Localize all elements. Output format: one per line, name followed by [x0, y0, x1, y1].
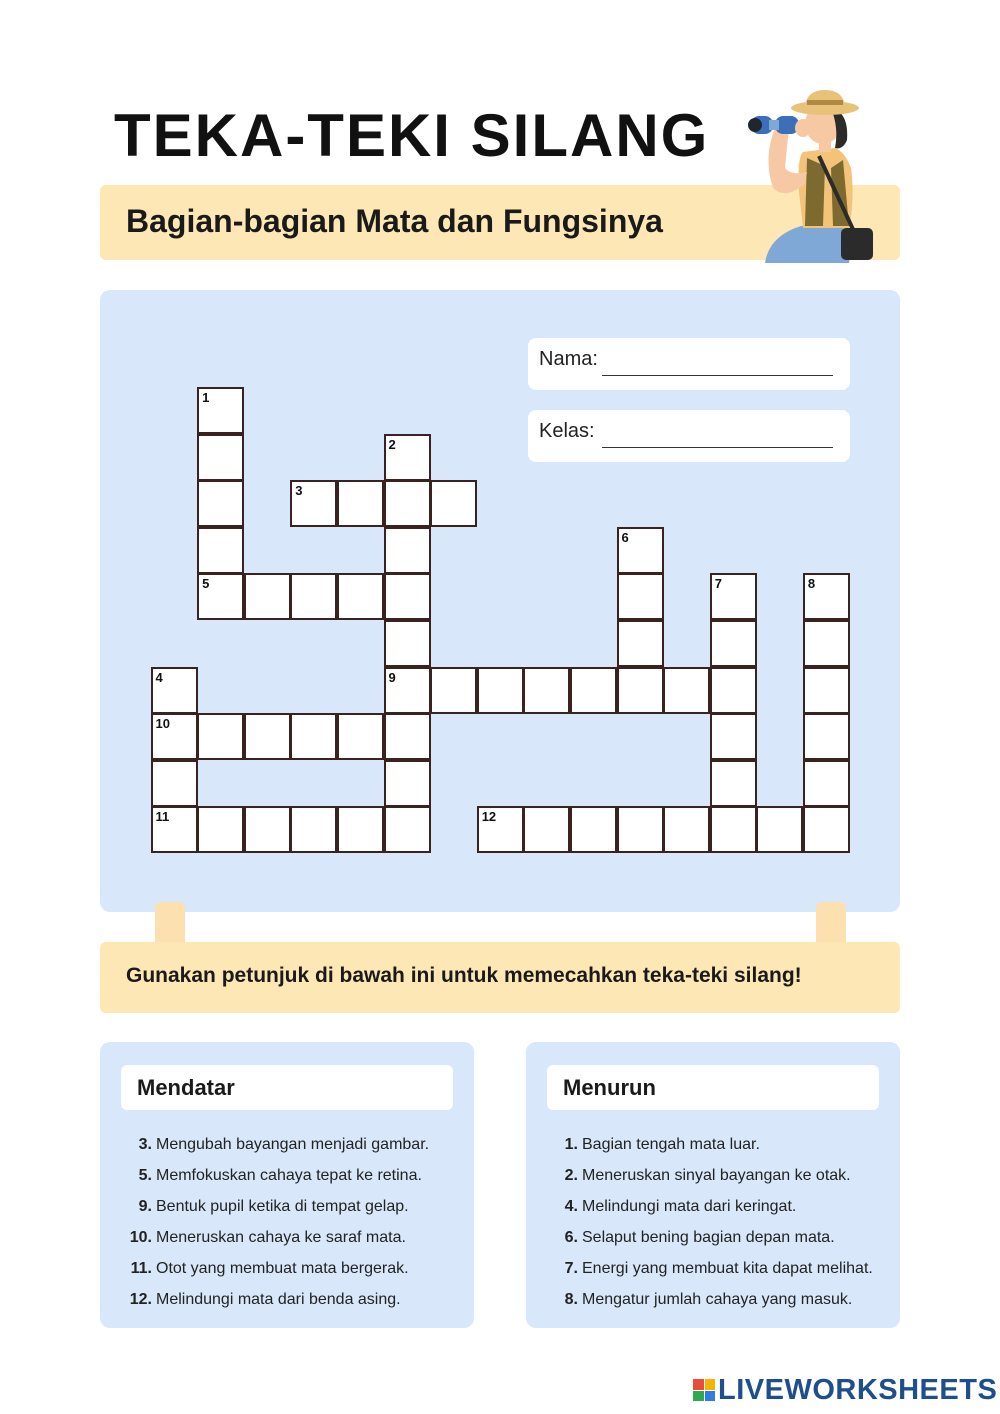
crossword-cell[interactable] [617, 667, 664, 714]
crossword-cell[interactable] [617, 573, 664, 620]
crossword-cell[interactable] [803, 713, 850, 760]
clue-number-label: 11 [155, 809, 170, 825]
crossword-cell[interactable] [151, 713, 198, 760]
clue-number-label: 2 [388, 436, 396, 452]
crossword-cell[interactable] [430, 667, 477, 714]
crossword-cell[interactable] [710, 620, 757, 667]
crossword-cell[interactable] [290, 713, 337, 760]
crossword-cell[interactable] [617, 806, 664, 853]
crossword-cell[interactable] [803, 620, 850, 667]
crossword-cell[interactable] [663, 806, 710, 853]
class-label: Kelas: [539, 420, 595, 442]
clue-text: Mengubah bayangan menjadi gambar. [156, 1136, 430, 1153]
crossword-cell[interactable] [384, 620, 431, 667]
crossword-cell[interactable] [803, 667, 850, 714]
crossword-cell[interactable] [523, 667, 570, 714]
crossword-cell[interactable] [290, 573, 337, 620]
crossword-cell[interactable] [710, 760, 757, 807]
crossword-cell[interactable] [337, 573, 384, 620]
live-logo-icon [693, 1379, 715, 1401]
class-line [602, 447, 833, 448]
clue-number-label: 7 [714, 576, 722, 592]
page-title: TEKA-TEKI SILANG [114, 102, 710, 169]
crossword-cell[interactable] [710, 713, 757, 760]
clue-number-label: 4 [155, 669, 163, 685]
crossword-cell[interactable] [244, 573, 291, 620]
clue-item [554, 1129, 873, 1160]
crossword-cell[interactable] [803, 573, 850, 620]
clue-item [128, 1191, 429, 1222]
subtitle: Bagian-bagian Mata dan Fungsinya [126, 203, 663, 239]
crossword-cell[interactable] [384, 806, 431, 853]
crossword-cell[interactable] [617, 620, 664, 667]
clue-item [554, 1284, 873, 1315]
crossword-cell[interactable] [384, 527, 431, 574]
crossword-cell[interactable] [151, 667, 198, 714]
clue-number: 11. [130, 1260, 152, 1277]
crossword-cell[interactable] [197, 713, 244, 760]
crossword-cell[interactable] [803, 760, 850, 807]
crossword-cell[interactable] [197, 573, 244, 620]
clue-text: Bentuk pupil ketika di tempat gelap. [156, 1198, 409, 1215]
crossword-cell[interactable] [710, 667, 757, 714]
crossword-cell[interactable] [290, 806, 337, 853]
crossword-cell[interactable] [710, 573, 757, 620]
crossword-cell[interactable] [197, 806, 244, 853]
crossword-cell[interactable] [384, 713, 431, 760]
crossword-board [100, 290, 900, 912]
crossword-cell[interactable] [477, 806, 524, 853]
clue-number-label: 12 [481, 809, 497, 825]
crossword-cell[interactable] [151, 760, 198, 807]
crossword-cell[interactable] [337, 806, 384, 853]
clue-number: 1. [564, 1136, 578, 1153]
clue-number: 8. [564, 1291, 578, 1308]
clue-text: Mengatur jumlah cahaya yang masuk. [582, 1291, 853, 1308]
crossword-cell[interactable] [384, 573, 431, 620]
clue-item [128, 1160, 429, 1191]
crossword-cell[interactable] [384, 480, 431, 527]
clue-text: Bagian tengah mata luar. [582, 1136, 760, 1153]
crossword-cell[interactable] [244, 806, 291, 853]
down-clues-panel [526, 1042, 900, 1328]
crossword-cell[interactable] [477, 667, 524, 714]
clue-text: Melindungi mata dari keringat. [582, 1198, 797, 1215]
crossword-cell[interactable] [197, 480, 244, 527]
crossword-cell[interactable] [384, 760, 431, 807]
crossword-cell[interactable] [570, 667, 617, 714]
clue-number: 10. [129, 1229, 152, 1246]
crossword-cell[interactable] [197, 387, 244, 434]
crossword-cell[interactable] [290, 480, 337, 527]
class-field[interactable] [528, 410, 850, 462]
clue-text: Meneruskan sinyal bayangan ke otak. [582, 1167, 851, 1184]
crossword-cell[interactable] [430, 480, 477, 527]
across-heading: Mendatar [137, 1075, 235, 1100]
down-clue-list [554, 1129, 873, 1315]
crossword-cell[interactable] [756, 806, 803, 853]
clue-number: 4. [564, 1198, 578, 1215]
name-label: Nama: [539, 348, 598, 370]
name-field[interactable] [528, 338, 850, 390]
crossword-cell[interactable] [617, 527, 664, 574]
clue-number: 9. [138, 1198, 152, 1215]
crossword-cell[interactable] [710, 806, 757, 853]
clue-number-label: 8 [807, 576, 816, 592]
across-clues-panel [100, 1042, 474, 1328]
clue-number-label: 5 [202, 576, 210, 592]
crossword-cell[interactable] [803, 806, 850, 853]
logo-text: LIVEWORKSHEETS [718, 1373, 998, 1406]
clue-text: Selaput bening bagian depan mata. [582, 1229, 835, 1246]
clue-number-label: 6 [621, 529, 629, 545]
crossword-cell[interactable] [384, 434, 431, 481]
crossword-cell[interactable] [384, 667, 431, 714]
clue-text: Memfokuskan cahaya tepat ke retina. [156, 1167, 422, 1184]
clue-number: 6. [564, 1229, 578, 1246]
clue-number: 12. [129, 1291, 152, 1308]
clue-number: 7. [564, 1260, 578, 1277]
crossword-cell[interactable] [337, 713, 384, 760]
clue-text: Meneruskan cahaya ke saraf mata. [156, 1229, 406, 1246]
crossword-cell[interactable] [244, 713, 291, 760]
clue-item [554, 1191, 873, 1222]
instructions-text: Gunakan petunjuk di bawah ini untuk memecahkan teka-teki silang! [126, 964, 802, 987]
across-heading-box [121, 1065, 453, 1110]
across-clue-list [128, 1129, 429, 1315]
board-tab-left [155, 902, 185, 944]
clue-text: Melindungi mata dari benda asing. [156, 1291, 401, 1308]
crossword-cell[interactable] [197, 527, 244, 574]
explorer-illustration [745, 88, 880, 263]
clue-number: 3. [138, 1136, 152, 1153]
crossword-cell[interactable] [151, 806, 198, 853]
clue-text: Energi yang membuat kita dapat melihat. [582, 1260, 873, 1277]
instructions-banner [100, 942, 900, 1013]
clue-text: Otot yang membuat mata bergerak. [156, 1260, 409, 1277]
down-heading: Menurun [563, 1075, 656, 1100]
crossword-cell[interactable] [570, 806, 617, 853]
clue-item [554, 1253, 873, 1284]
clue-item [128, 1253, 429, 1284]
clue-item [128, 1129, 429, 1160]
clue-number-label: 9 [388, 669, 396, 685]
clue-item [554, 1160, 873, 1191]
clue-item [128, 1222, 429, 1253]
clue-item [128, 1284, 429, 1315]
name-line [602, 375, 833, 376]
crossword-cell[interactable] [663, 667, 710, 714]
clue-number: 5. [138, 1167, 152, 1184]
clue-item [554, 1222, 873, 1253]
clue-number-label: 1 [202, 390, 210, 405]
clue-number-label: 3 [295, 483, 303, 499]
crossword-cell[interactable] [197, 434, 244, 481]
crossword-cell[interactable] [337, 480, 384, 527]
board-tab-right [816, 902, 846, 944]
clue-number-label: 10 [155, 716, 170, 732]
crossword-cell[interactable] [523, 806, 570, 853]
liveworksheets-logo[interactable] [693, 1372, 997, 1408]
down-heading-box [547, 1065, 879, 1110]
clue-number: 2. [564, 1167, 578, 1184]
